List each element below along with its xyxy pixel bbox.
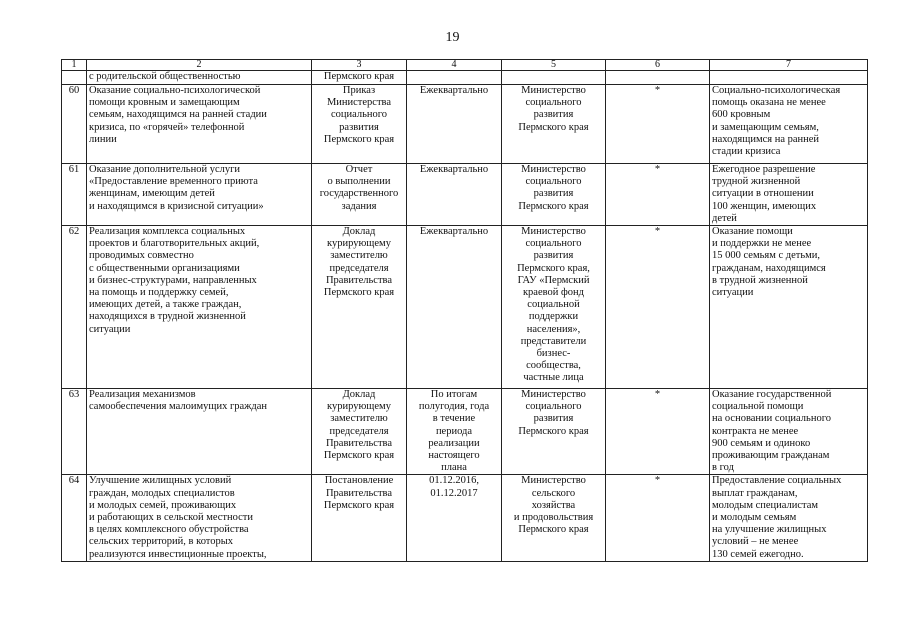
- document-cell: Доклад курирующему заместителю председателя Правительства Пермского края: [312, 389, 407, 475]
- document-cell: Доклад курирующему заместителю председателя Правительства Пермского края: [312, 226, 407, 389]
- column-number-7: 7: [710, 60, 868, 71]
- event-cell: Реализация механизмов самообеспечения малоимущих граждан: [87, 389, 312, 475]
- event-cell: Оказание дополнительной услуги «Предоставление временного приюта женщинам, имеющим детей и находящимся в кризисной ситуации»: [87, 164, 312, 226]
- term-cell: 01.12.2016, 01.12.2017: [407, 475, 502, 562]
- event-cell: Оказание социально-психологической помощи кровным и замещающим семьям, находящимся на ранней стадии кризиса, по «горячей» телефонной линии: [87, 85, 312, 164]
- financing-cell: [606, 71, 710, 85]
- event-cell: с родительской общественностью: [87, 71, 312, 85]
- table-row: [62, 226, 868, 389]
- executor-cell: Министерство социального развития Пермского края: [502, 85, 606, 164]
- executor-cell: Министерство социального развития Пермского края: [502, 389, 606, 475]
- executor-cell: Министерство социального развития Пермского края, ГАУ «Пермский краевой фонд социальной поддержки населения», представители бизнес- сообщества, частные лица: [502, 226, 606, 389]
- table-row: [62, 71, 868, 85]
- result-cell: Ежегодное разрешение трудной жизненной ситуации в отношении 100 женщин, имеющих детей: [710, 164, 868, 226]
- action-plan-table: [61, 59, 868, 562]
- table-header-row: [62, 60, 868, 71]
- event-cell: Реализация комплекса социальных проектов и благотворительных акций, проводимых совместно с общественными организациями и бизнес-структурами, направленных на помощь и поддержку семей, имеющих детей, а также граждан, находящихся в трудной жизненной ситуации: [87, 226, 312, 389]
- row-number: 61: [62, 164, 87, 226]
- table-row: [62, 164, 868, 226]
- term-cell: Ежеквартально: [407, 226, 502, 389]
- column-number-2: 2: [87, 60, 312, 71]
- result-cell: [710, 71, 868, 85]
- term-cell: [407, 71, 502, 85]
- result-cell: Оказание помощи и поддержки не менее 15 000 семьям с детьми, гражданам, находящимся в трудной жизненной ситуации: [710, 226, 868, 389]
- result-cell: Предоставление социальных выплат гражданам, молодым специалистам и молодым семьям на улучшение жилищных условий – не менее 130 семей ежегодно.: [710, 475, 868, 562]
- financing-cell: *: [606, 164, 710, 226]
- financing-cell: *: [606, 85, 710, 164]
- column-number-4: 4: [407, 60, 502, 71]
- executor-cell: Министерство социального развития Пермского края: [502, 164, 606, 226]
- executor-cell: [502, 71, 606, 85]
- financing-cell: *: [606, 475, 710, 562]
- term-cell: По итогам полугодия, года в течение периода реализации настоящего плана: [407, 389, 502, 475]
- event-cell: Улучшение жилищных условий граждан, молодых специалистов и молодых семей, проживающих и работающих в сельской местности в целях комплексного обустройства сельских территорий, в которых реализуются инвестиционные проекты,: [87, 475, 312, 562]
- document-cell: Приказ Министерства социального развития Пермского края: [312, 85, 407, 164]
- row-number: 60: [62, 85, 87, 164]
- row-number: 64: [62, 475, 87, 562]
- row-number: 63: [62, 389, 87, 475]
- column-number-6: 6: [606, 60, 710, 71]
- document-cell: Пермского края: [312, 71, 407, 85]
- page-number: 19: [445, 30, 460, 45]
- financing-cell: *: [606, 389, 710, 475]
- row-number: [62, 71, 87, 85]
- column-number-5: 5: [502, 60, 606, 71]
- executor-cell: Министерство сельского хозяйства и продовольствия Пермского края: [502, 475, 606, 562]
- document-cell: Отчет о выполнении государственного задания: [312, 164, 407, 226]
- result-cell: Социально-психологическая помощь оказана не менее 600 кровным и замещающим семьям, находящимся на ранней стадии кризиса: [710, 85, 868, 164]
- financing-cell: *: [606, 226, 710, 389]
- term-cell: Ежеквартально: [407, 164, 502, 226]
- table-row: [62, 389, 868, 475]
- column-number-1: 1: [62, 60, 87, 71]
- row-number: 62: [62, 226, 87, 389]
- table-row: [62, 85, 868, 164]
- document-cell: Постановление Правительства Пермского края: [312, 475, 407, 562]
- column-number-3: 3: [312, 60, 407, 71]
- table-row: [62, 475, 868, 562]
- result-cell: Оказание государственной социальной помощи на основании социального контракта не менее 900 семьям и одиноко проживающим гражданам в год: [710, 389, 868, 475]
- term-cell: Ежеквартально: [407, 85, 502, 164]
